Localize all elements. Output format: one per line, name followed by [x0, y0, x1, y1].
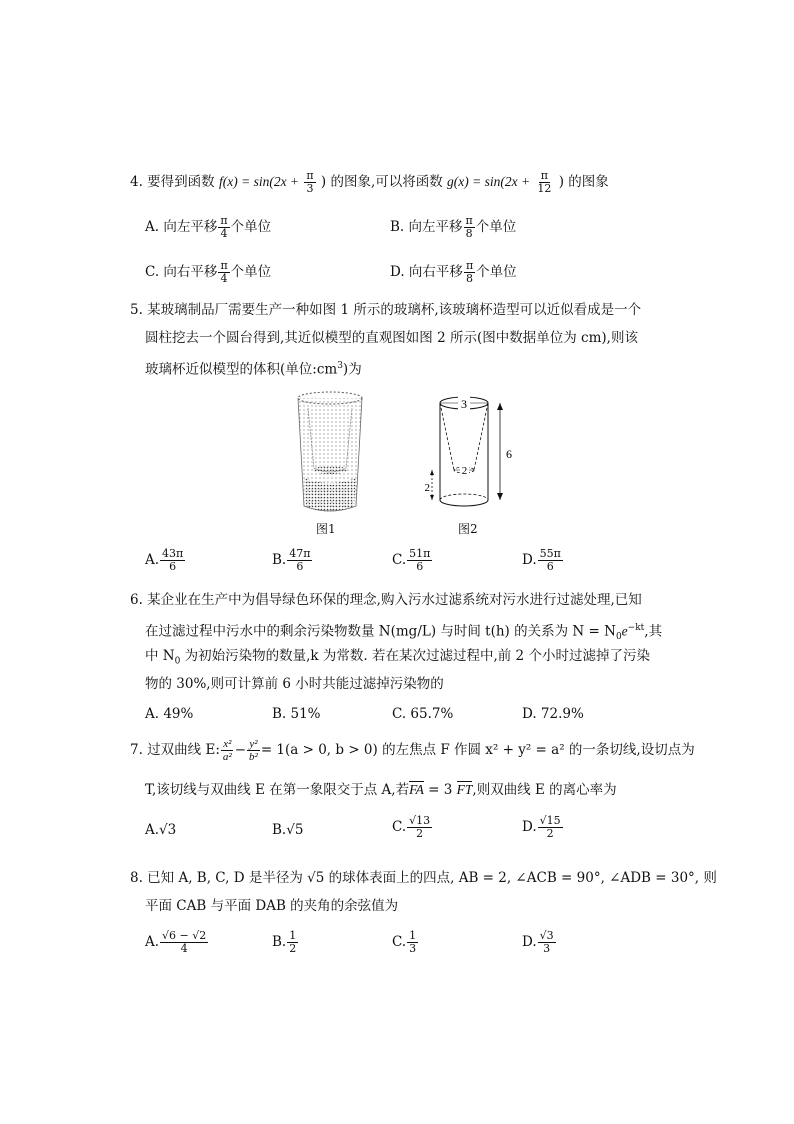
- q7-line-2-text: T,该切线与双曲线 E 在第一象限交于点 A,若: [145, 782, 410, 798]
- q7-option-d-num: √15: [539, 814, 561, 827]
- q7-option-a-value: √3: [159, 822, 177, 838]
- q6-option-a: A. 49%: [145, 706, 194, 722]
- q4-option-d-num: π: [465, 259, 474, 272]
- q5-line-3-text: 玻璃杯近似模型的体积(单位:cm: [145, 361, 338, 378]
- q4-option-c-num: π: [220, 259, 228, 272]
- q4-option-b-suffix: 个单位: [475, 219, 517, 235]
- q7-line-2-rest: ,则双曲线 E 的离心率为: [472, 782, 617, 798]
- q7-option-c-label: C.: [392, 819, 407, 835]
- q7-option-c-frac: [407, 815, 432, 840]
- q4-option-b-frac: [464, 215, 475, 240]
- q4-option-d-frac: [464, 260, 475, 285]
- q4-stem: [130, 170, 609, 195]
- fig2-label-inner: 2: [461, 465, 468, 477]
- q8-option-c: [392, 930, 419, 955]
- q6-line-3: [145, 646, 650, 672]
- q8-option-d-label: D.: [522, 934, 537, 950]
- q4-option-a-prefix: A. 向左平移: [145, 219, 218, 235]
- q4-option-b: [390, 215, 516, 240]
- q5-line-3: [145, 356, 362, 380]
- q4-option-a-suffix: 个单位: [230, 219, 272, 235]
- q8-option-c-den: 3: [409, 942, 417, 955]
- q8-option-c-frac: [407, 930, 418, 955]
- q5-option-c-num: 51π: [409, 547, 431, 560]
- q7-option-a-label: A.: [145, 822, 160, 838]
- q4-option-c-prefix: C. 向右平移: [145, 264, 218, 280]
- q5-option-b-den: 6: [296, 560, 304, 573]
- fig2-label-base: 2: [424, 482, 430, 494]
- q6-line-2-text: 在过滤过程中污水中的剩余污染物数量 N(mg/L) 与时间 t(h) 的关系为 N = N: [145, 623, 616, 640]
- q7-vector-fa: FA: [409, 782, 424, 797]
- q4-option-a-frac: [218, 215, 229, 240]
- q7-x2-num: x²: [223, 738, 232, 750]
- q8-line-2: 平面 CAB 与平面 DAB 的夹角的余弦值为: [145, 898, 399, 914]
- q8-option-a-num: √6 − √2: [162, 929, 207, 942]
- q7-x2-frac: [221, 738, 234, 763]
- q4-f-close: ): [320, 174, 327, 190]
- q7-line-1-text: 7. 过双曲线 E:: [130, 742, 220, 758]
- q6-option-b: B. 51%: [272, 706, 321, 722]
- q7-line-1: 7. 过双曲线 E: $\frac{\text{x²}}{\text{a²}}$ − $\frac{\text{y²}}{\text{b²}}$ = 1(a > 0, b > 0) 的左焦点 F 作圆 x² + y² = a² 的一条切线,设切点为: [130, 738, 695, 763]
- q4-option-c-den: 4: [220, 272, 228, 285]
- q5-line-2: 圆柱挖去一个圆台得到,其近似模型的直观图如图 2 所示(图中数据单位为 cm),则该: [145, 330, 638, 346]
- glass-photo-figure: [290, 388, 370, 520]
- q6-option-d: D. 72.9%: [522, 706, 584, 722]
- q4-g-fraction: [535, 170, 553, 195]
- q4-option-c: [145, 260, 271, 285]
- q4-option-a-num: π: [220, 214, 228, 227]
- q5-option-a-den: 6: [169, 560, 177, 573]
- q5-option-c: [392, 548, 433, 573]
- q8-option-b-den: 2: [289, 942, 297, 955]
- q8-option-a-den: 4: [180, 942, 188, 955]
- q8-option-d: [522, 930, 557, 955]
- fig2-label-height: 6: [506, 447, 512, 461]
- q7-option-c: [392, 815, 433, 840]
- q8-option-b-label: B.: [272, 934, 287, 950]
- q5-option-c-frac: [407, 548, 432, 573]
- q5-option-b-num: 47π: [289, 547, 311, 560]
- q5-option-d-label: D.: [522, 552, 537, 568]
- q7-vector-ft: FT: [456, 782, 473, 797]
- q4-f-expression: f(x) = sin(2x +: [218, 174, 300, 189]
- q4-option-d-suffix: 个单位: [476, 264, 517, 280]
- q6-line-2-end: ,其: [644, 623, 663, 640]
- q4-option-a: [145, 215, 271, 240]
- q7-option-c-num: √13: [409, 814, 431, 827]
- q7-y2-num: y²: [249, 738, 258, 750]
- q4-option-b-num: π: [465, 214, 473, 227]
- fig2-label-top: 3: [461, 397, 467, 411]
- q6-line-3-sub: 0: [174, 656, 181, 667]
- q6-option-c: C. 65.7%: [392, 706, 454, 722]
- q7-option-d-frac: [538, 815, 563, 840]
- q6-line-3-text: 中 N: [145, 648, 175, 664]
- q7-line-1-rest: = 1(a > 0, b > 0) 的左焦点 F 作圆 x² + y² = a² 的一条切线,设切点为: [260, 742, 695, 758]
- q8-option-d-den: 3: [543, 942, 551, 955]
- q5-line-3-end: )为: [342, 361, 362, 378]
- q8-option-b-num: 1: [289, 929, 297, 942]
- q5-option-b-frac: [287, 548, 312, 573]
- q5-option-d-den: 6: [546, 560, 554, 573]
- q6-line-1: 6. 某企业在生产中为倡导绿色环保的理念,购入污水过滤系统对污水进行过滤处理,已知: [130, 592, 642, 608]
- q5-option-a-label: A.: [145, 552, 160, 568]
- q5-option-d: [522, 548, 564, 573]
- q7-y2-frac: [247, 738, 260, 763]
- q5-option-b: [272, 548, 313, 573]
- q5-option-b-label: B.: [272, 552, 287, 568]
- q8-option-a-frac: [160, 930, 208, 955]
- q4-g-frac-den: 12: [537, 182, 552, 195]
- q4-option-b-prefix: B. 向左平移: [390, 219, 463, 235]
- q6-line-2: [145, 618, 662, 647]
- q7-a2-den: a²: [222, 751, 232, 763]
- q4-g-expression: g(x) = sin(2x +: [447, 174, 531, 189]
- q6-line-2-sub: 0: [615, 632, 622, 643]
- q5-option-c-label: C.: [392, 552, 407, 568]
- q5-option-a-num: 43π: [162, 547, 184, 560]
- q7-option-d-label: D.: [522, 819, 537, 835]
- q8-option-c-num: 1: [409, 929, 417, 942]
- q5-line-1: 5. 某玻璃制品厂需要生产一种如图 1 所示的玻璃杯,该玻璃杯造型可以近似看成是一个: [130, 302, 642, 318]
- q7-option-a: [145, 820, 176, 840]
- q4-f-fraction: [304, 170, 315, 195]
- q4-stem-text-2: 的图象,可以将函数: [330, 174, 443, 190]
- q4-option-d-prefix: D. 向右平移: [390, 264, 463, 280]
- q4-f-frac-num: π: [306, 169, 314, 182]
- q5-line-3-sup: 3: [337, 361, 343, 371]
- q7-option-b-value: √5: [286, 822, 304, 838]
- q8-option-b-frac: [287, 930, 298, 955]
- q4-option-d-den: 8: [466, 272, 474, 285]
- fig2-caption: 图2: [458, 522, 478, 536]
- q8-option-c-label: C.: [392, 934, 407, 950]
- q4-option-c-suffix: 个单位: [230, 264, 272, 280]
- q4-option-d: [390, 260, 517, 285]
- q4-stem-text-3: 的图象: [568, 174, 609, 190]
- q7-line-2: [145, 780, 617, 800]
- q7-option-b-label: B.: [272, 822, 287, 838]
- q8-option-a: [145, 930, 209, 955]
- q6-line-3-rest: 为初始污染物的数量,k 为常数. 若在某次过滤过程中,前 2 个小时过滤掉了污染: [180, 648, 650, 664]
- q4-option-b-den: 8: [465, 227, 473, 240]
- q4-stem-text: 4. 要得到函数: [130, 174, 215, 190]
- q8-option-b: [272, 930, 299, 955]
- q8-option-a-label: A.: [145, 934, 160, 950]
- q7-b2-den: b²: [249, 751, 258, 763]
- q4-option-a-den: 4: [220, 227, 228, 240]
- q5-option-a: [145, 548, 186, 573]
- q8-option-d-frac: [538, 930, 556, 955]
- q6-line-2-e: e: [621, 623, 628, 639]
- q5-option-c-den: 6: [416, 560, 424, 573]
- cylinder-diagram-figure: [420, 388, 520, 520]
- q7-option-d-den: 2: [546, 827, 554, 840]
- q7-option-d: [522, 815, 564, 840]
- q4-option-c-frac: [218, 260, 229, 285]
- q7-line-2-eq: = 3: [423, 782, 457, 798]
- fig1-caption: 图1: [316, 522, 336, 536]
- q7-option-b: [272, 820, 303, 840]
- q8-line-1: 8. 已知 A, B, C, D 是半径为 √5 的球体表面上的四点, AB = 2, ∠ACB = 90°, ∠ADB = 30°, 则: [130, 870, 717, 886]
- q4-f-frac-den: 3: [306, 182, 314, 195]
- q4-g-frac-num: π: [540, 169, 549, 182]
- q8-option-d-num: √3: [539, 929, 554, 942]
- q5-option-a-frac: [160, 548, 185, 573]
- q4-g-close: ): [558, 174, 564, 190]
- q7-option-c-den: 2: [416, 827, 424, 840]
- q5-option-d-frac: [538, 548, 563, 573]
- q6-line-2-sup: −kt: [627, 623, 645, 633]
- q5-option-d-num: 55π: [539, 547, 561, 560]
- q6-line-4: 物的 30%,则可计算前 6 小时共能过滤掉污染物的: [145, 676, 444, 692]
